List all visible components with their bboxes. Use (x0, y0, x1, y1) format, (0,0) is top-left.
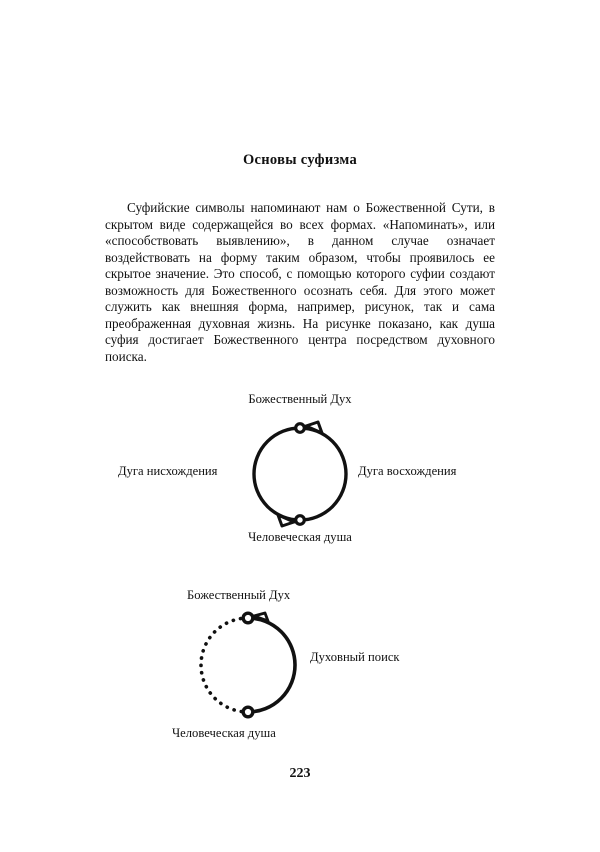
human-soul-node (243, 707, 253, 717)
figure-spiritual-search (0, 588, 600, 748)
figure2-label-spiritual-search: Духовный поиск (310, 650, 400, 664)
figure-spiritual-search-drawing (0, 588, 600, 748)
divine-spirit-node (296, 424, 305, 433)
page-number: 223 (289, 766, 311, 781)
spiritual-search-arc-path (248, 618, 295, 712)
divine-spirit-node (243, 613, 253, 623)
figure2-label-human-soul: Человеческая душа (172, 726, 276, 740)
figure2-label-divine-spirit: Божественный Дух (187, 588, 291, 602)
figure1-label-descending-arc: Дуга нисхождения (118, 464, 218, 478)
dotted-descending-arc-path (201, 618, 248, 712)
figure1-label-human-soul: Человеческая душа (248, 530, 352, 544)
descending-arc-path (254, 428, 300, 520)
figure1-label-ascending-arc: Дуга восхождения (358, 464, 457, 478)
figure1-label-divine-spirit: Божественный Дух (248, 392, 352, 406)
page-title: Основы суфизма (242, 152, 358, 168)
human-soul-node (296, 516, 305, 525)
ascending-arc-path (300, 428, 346, 520)
body-paragraph: Суфийские символы напоминают нам о Божественной Сути, в скрытом виде содержащейся во всех формах. «Напоминать», или «способствовать выявлению», в данном случае означает воздействовать на форму таким образом, чтобы проявилось ее скрытое значение. Это способ, с помощью которого суфии создают возможность для Божественного осознать себя. Для этого может служить как внешняя форма, например, рисунок, так и сама преображенная духовная жизнь. На рисунке показано, как душа суфия достигает Божественного центра посредством духовного поиска. (105, 200, 495, 364)
figure-circle-arcs (0, 392, 600, 557)
